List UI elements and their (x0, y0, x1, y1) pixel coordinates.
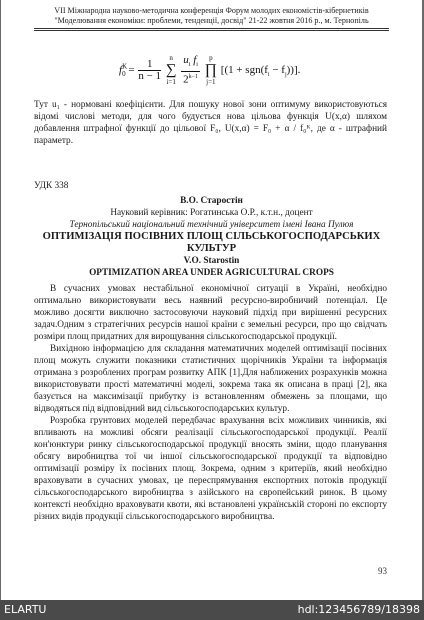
formula-lhs-sub: 0 (122, 70, 126, 79)
frac1-num: 1 (138, 59, 161, 71)
prod-symbol: ∏ (204, 62, 218, 78)
title-uk-line-2: КУЛЬТУР (186, 243, 237, 254)
header-line-1: VII Міжнародна науково-методична конференція Форум молодих економістів-кібернетиків (54, 6, 369, 15)
formula-eq: = (128, 64, 135, 77)
author-name: В.О. Старостін (180, 196, 243, 206)
paragraph-tut: Тут u₁ - нормовані коефіцієнти. Для пошуку нової зони оптимуму використовуються відомі числові методи, для чого будується нова цільова функція U(x,α) шляхом добавлення штрафної функції до цільової F₀, U(x,α) = F₀ + α / f₀ᴷ, де α - штрафний параметр. (34, 100, 387, 146)
repository-name[interactable]: ELARTU (4, 603, 47, 616)
paragraph-3: Розробка грунтових моделей передбачає врахування всіх можливих чинників, які впливають на можливі обсяги реалізації сільськогосподарської продукції. Реалії кон'юнктури ринку сільськогосподарської продукції вносять зміни, щодо планування обсягу виробництва тої чи іншої сільськогосподарської продукції та відповідно оптимізації розміру їх посівних площ. Зокрема, одним з критеріїв, який необхідно враховувати в сучасних умовах, це переспрямування експортних потоків продукції сільськогосподарського виробництва з азійського на європейський ринок. В цьому контексті необхідно враховувати квоти, які встановлені українській стороні по експорту різних видів продукції сільськогосподарського виробництва. (34, 416, 387, 522)
bracket-mid: − f (269, 64, 285, 77)
bracket-end: ))]. (286, 64, 301, 77)
handle-identifier[interactable]: hdl:123456789/18398 (297, 603, 420, 616)
frac2-num-f-sub: i (196, 62, 198, 69)
formula-bracket: [(1 + sgn(f (220, 64, 268, 77)
page-number: 93 (378, 566, 387, 576)
prod-top: p (209, 54, 213, 62)
running-header (39, 6, 384, 26)
paragraph-2: Вихідною інформацією для складання математичних моделей оптимізації посівних площ можуть служити показники статистичних щорічників України та інформація отримана з розроблених програм розвитку АПК [1].Для наближених розрахунків можна використовувати прості математичні моделі, зокрема така як описана в праці [2], яка базується на максимізації прибутку із встановленням обмежень за площами, що відводяться під відповідний вид сільськогосподарських культур. (34, 344, 387, 414)
frac2-num (181, 55, 200, 72)
frac2-num-f: f (190, 54, 197, 67)
article-heading (34, 195, 389, 279)
formula-frac-1 (138, 59, 161, 82)
udc-code: УДК 338 (34, 181, 69, 191)
frac2-num-sub: i (188, 62, 191, 69)
sum-symbol: ∑ (165, 62, 177, 78)
prod-bot: j=1 (206, 78, 216, 86)
scientific-advisor: Науковий керівник: Рогатинська О.Р., к.т.н., доцент (110, 208, 313, 218)
formula-frac-2 (181, 55, 200, 86)
article-body (34, 283, 387, 523)
frac2-den (181, 72, 200, 86)
sum-bot: i=1 (166, 78, 176, 86)
formula-prod (205, 53, 217, 88)
formula-lhs-sup: K (122, 62, 128, 71)
repository-footer (0, 600, 424, 620)
frac2-den-sup: k−1 (188, 74, 199, 81)
formula-explanation (34, 99, 387, 147)
affiliation: Тернопільський національний технічний університет імені Івана Пулюя (69, 220, 354, 230)
document-page (1, 0, 422, 600)
frac2-num-u: u (183, 54, 189, 67)
frac2-den-base: 2 (183, 73, 189, 86)
title-uk-line-1: ОПТИМІЗАЦІЯ ПОСІВНИХ ПЛОЩ СІЛЬСЬКОГОСПОДАРСЬКИХ (42, 231, 381, 242)
title-en: OPTIMIZATION AREA UNDER AGRICULTURAL CROPS (89, 268, 334, 278)
formula-lhs: f (119, 64, 123, 77)
header-rule (34, 28, 389, 31)
penalty-formula (119, 53, 300, 88)
formula-sum (166, 53, 177, 88)
bracket-sub-j: j (284, 72, 287, 79)
paragraph-1: В сучасних умовах нестабільної економічної ситуації в Україні, необхідно оптимально використовувати весь наявний ресурсно-виробничий потенціал. Це можливо досягти виключно застосовуючи науковий підхід при вирішенні ресурсних задач.Одним з стратегічних ресурсів нашої країни є земельні ресурси, про що свідчать розміри площ придатних для вирощування сільськогосподарської продукції. (34, 284, 387, 342)
author-name-en: V.O. Starostin (183, 256, 240, 266)
bracket-sub-i: i (267, 72, 270, 79)
sum-top: n (169, 54, 173, 62)
header-line-2: "Моделювання економіки: проблеми, тенденції, досвід" 21-22 жовтня 2016 р., м. Тернопіль (54, 16, 369, 25)
frac1-den: n − 1 (138, 70, 162, 82)
